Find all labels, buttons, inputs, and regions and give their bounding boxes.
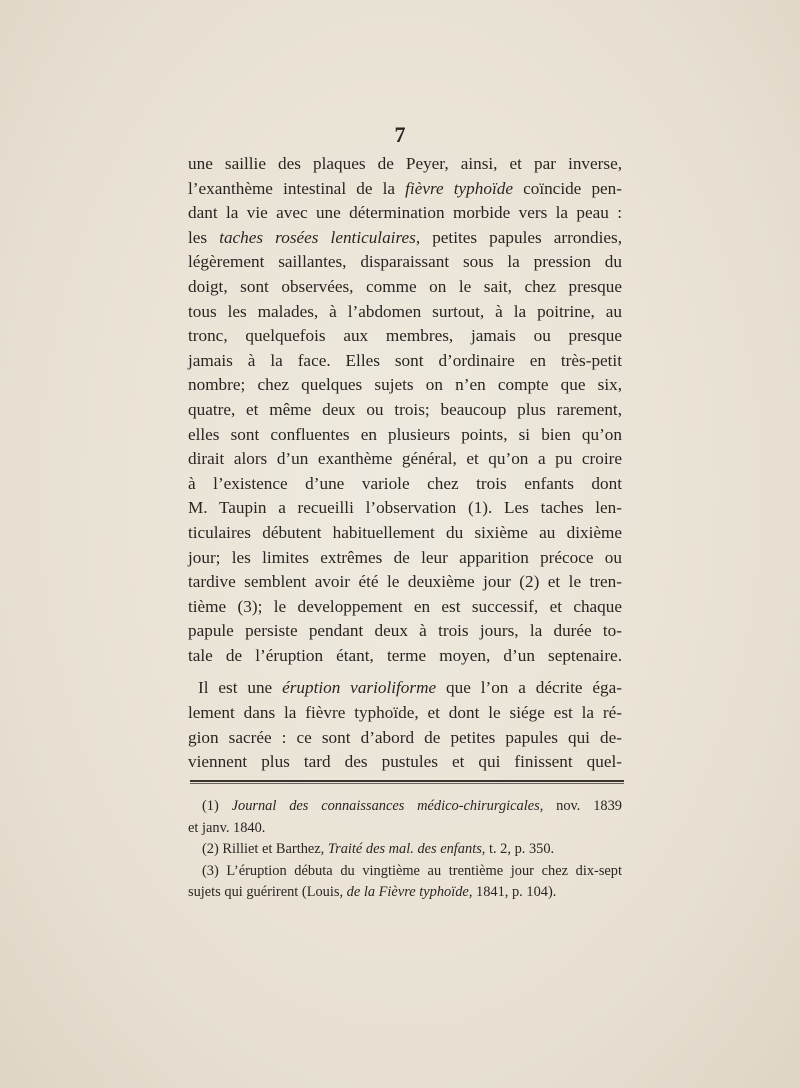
text-line: jour; les limites extrêmes de leur apparition précoce ou: [188, 547, 622, 567]
footnotes: [188, 796, 622, 904]
page-number: 7: [394, 122, 406, 147]
footnote-line: et janv. 1840.: [188, 819, 266, 836]
text-line: tous les malades, à l’abdomen surtout, à la poitrine, au: [188, 301, 622, 321]
footnote-rule-thin: [190, 783, 624, 784]
text-line: l’exanthème intestinal de la fièvre typhoïde coïncide pen-: [188, 178, 622, 198]
paragraph-2: [188, 676, 622, 774]
text-line: dant la vie avec une détermination morbide vers la peau :: [188, 203, 622, 223]
text-line: quatre, et même deux ou trois; beaucoup plus rarement,: [188, 399, 622, 419]
text-line: lement dans la fièvre typhoïde, et dont le siége est la ré-: [188, 703, 622, 723]
text-line: nombre; chez quelques sujets on n’en compte que six,: [188, 375, 622, 395]
footnote-line: (2) Rilliet et Barthez, Traité des mal. des enfants, t. 2, p. 350.: [202, 841, 555, 857]
text-line: Il est une éruption varioliforme que l’on a décrite éga-: [198, 678, 622, 698]
text-line: légèrement saillantes, disparaissant sous la pression du: [188, 252, 622, 272]
text-line: dirait alors d’un exanthème général, et qu’on a pu croire: [188, 449, 622, 469]
footnote-rule: [190, 780, 624, 782]
text-line: elles sont confluentes en plusieurs points, si bien qu’on: [188, 424, 622, 444]
text-line: tardive semblent avoir été le deuxième jour (2) et le tren-: [188, 572, 622, 592]
text-line: tale de l’éruption étant, terme moyen, d’un septenaire.: [188, 645, 622, 665]
footnote-line: (3) L’éruption débuta du vingtième au trentième jour chez dix-sept: [202, 862, 622, 879]
text-line: tronc, quelquefois aux membres, jamais ou presque: [188, 326, 622, 346]
text-line: à l’existence d’une variole chez trois enfants dont: [188, 473, 622, 493]
text-line: doigt, sont observées, comme on le sait, chez presque: [188, 276, 622, 296]
text-line: tième (3); le developpement en est successif, et chaque: [188, 596, 622, 616]
text-line: jamais à la face. Elles sont d’ordinaire en très-petit: [188, 350, 622, 370]
text-line: M. Taupin a recueilli l’observation (1). Les taches len-: [188, 498, 622, 518]
text-line: une saillie des plaques de Peyer, ainsi, et par inverse,: [188, 154, 622, 173]
footnote-line: sujets qui guérirent (Louis, de la Fièvre typhoïde, 1841, p. 104).: [188, 884, 557, 900]
text-line: viennent plus tard des pustules et qui finissent quel-: [188, 752, 622, 772]
text-line: les taches rosées lenticulaires, petites papules arrondies,: [188, 227, 622, 247]
text-line: ticulaires débutent habituellement du sixième au dixième: [188, 522, 622, 542]
body-text: [188, 152, 622, 775]
text-line: gion sacrée : ce sont d’abord de petites papules qui de-: [188, 727, 622, 747]
paragraph-1: [188, 152, 622, 668]
footnote-line: (1) Journal des connaissances médico-chirurgicales, nov. 1839: [202, 798, 622, 814]
text-line: papule persiste pendant deux à trois jours, la durée to-: [188, 621, 622, 641]
